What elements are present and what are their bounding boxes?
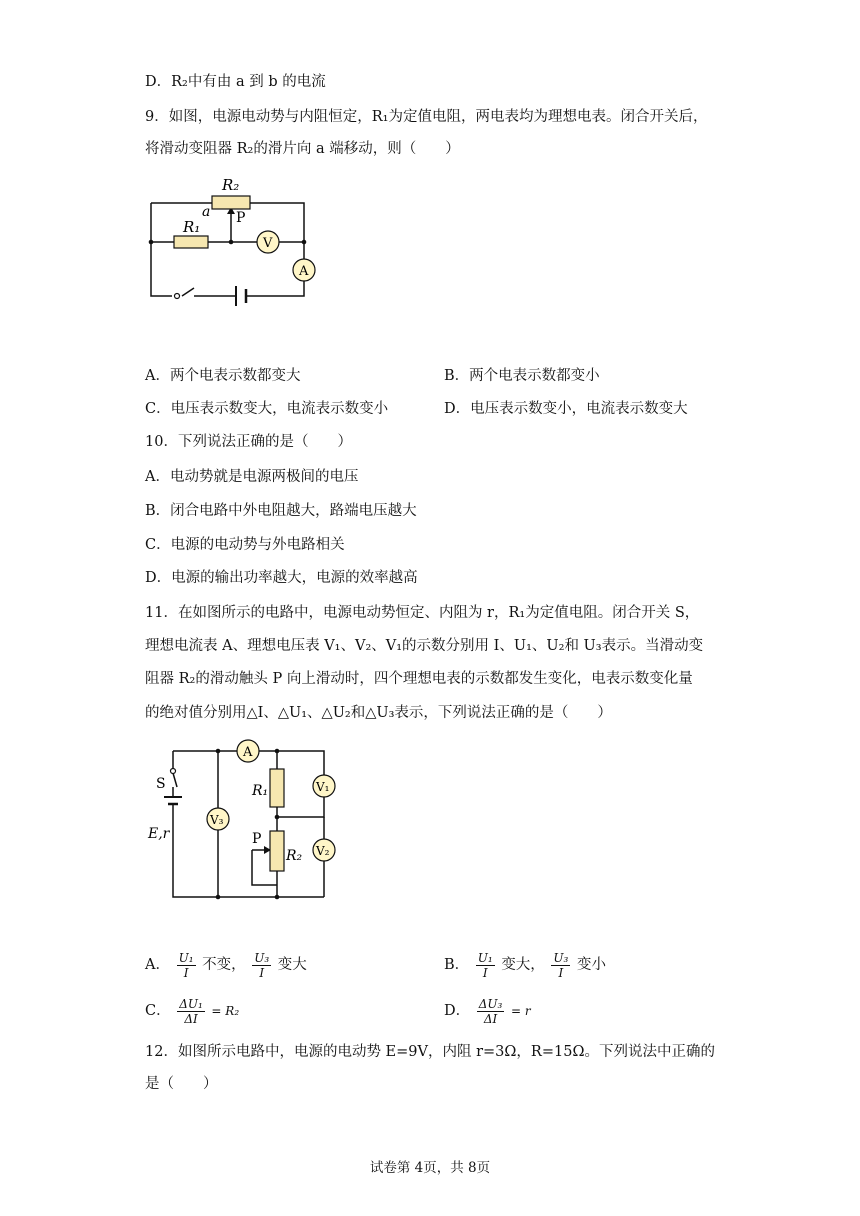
q8-option-d: D．R₂中有由 a 到 b 的电流 [145,74,326,90]
q11-r1-resistor [270,769,284,807]
q12-stem-line1: 12．如图所示电路中，电源的电动势 E=9V，内阻 r=3Ω，R=15Ω。下列说法中正确的 [145,1044,715,1060]
q9-r1-resistor [174,236,208,248]
q10-option-b: B．闭合电路中外电阻越大，路端电压越大 [145,503,417,519]
q11-stem-line4: 的绝对值分别用△I、△U₁、△U₂和△U₃表示，下列说法正确的是（ ） [145,705,612,721]
q9-circuit-diagram [140,170,340,320]
q10-stem: 10．下列说法正确的是（ ） [145,434,352,450]
q11-label-v1: V₁ [316,780,330,794]
q12-stem-line2: 是（ ） [145,1076,218,1092]
q11-label-p: P [252,831,262,847]
q11-r2-resistor [270,831,284,871]
q9-option-c: C．电压表示数变大，电流表示数变小 [145,401,389,417]
q10-option-a: A．电动势就是电源两极间的电压 [145,469,359,485]
q11-stem-line2: 理想电流表 A、理想电压表 V₁、V₂、V₁的示数分别用 I、U₁、U₂和 U₃表示。当滑动变 [145,638,704,654]
q11-circuit-diagram [140,735,350,905]
q11-label-er: E,r [148,826,170,842]
page-footer: 试卷第 4页，共 8页 [369,1160,491,1176]
q11-label-v2: V₂ [316,844,330,858]
q9-label-a: a [202,204,211,220]
q9-label-r2: R₂ [222,176,240,194]
q9-option-a: A．两个电表示数都变大 [145,368,301,384]
q10-option-c: C．电源的电动势与外电路相关 [145,537,345,553]
q11-label-v3: V₃ [210,813,224,827]
q9-stem-line2: 将滑动变阻器 R₂的滑片向 a 端移动，则（ ） [145,141,460,157]
q11-label-s: S [156,776,166,792]
q9-label-v: V [263,236,273,251]
q9-label-p: P [236,210,246,226]
q10-option-d: D．电源的输出功率越大，电源的效率越高 [145,570,418,586]
q11-label-r2: R₂ [286,848,303,864]
q11-stem-line1: 11．在如图所示的电路中，电源电动势恒定、内阻为 r，R₁为定值电阻。闭合开关 S， [145,605,700,621]
q9-label-r1: R₁ [183,218,201,236]
q11-stem-line3: 阻器 R₂的滑动触头 P 向上滑动时，四个理想电表的示数都发生变化，电表示数变化量 [145,671,693,687]
q9-label-a-meter: A [299,264,309,279]
q11-option-b: B． $\frac{\text{U₁}}{I}$ 变大， $\frac{\text{U₃}}{I}$ 变小 [444,950,606,980]
q9-stem-line1: 9．如图，电源电动势与内阻恒定，R₁为定值电阻，两电表均为理想电表。闭合开关后， [145,109,708,125]
q9-option-b: B．两个电表示数都变小 [444,368,600,384]
q9-r2-resistor [212,196,250,209]
q11-option-a: A． $\frac{\text{U₁}}{I}$ 不变， $\frac{\text{U₃}}{I}$ 变大 [145,950,307,980]
q9-option-d: D．电压表示数变小，电流表示数变大 [444,401,688,417]
q11-option-c: C． $\frac{\text{ΔU₁}}{\Delta I}$ = R₂ [145,996,240,1026]
q11-label-a: A [243,745,253,760]
q11-option-d: D． $\frac{\text{ΔU₃}}{\Delta I}$ = r [444,996,531,1026]
q11-label-r1: R₁ [252,783,269,799]
